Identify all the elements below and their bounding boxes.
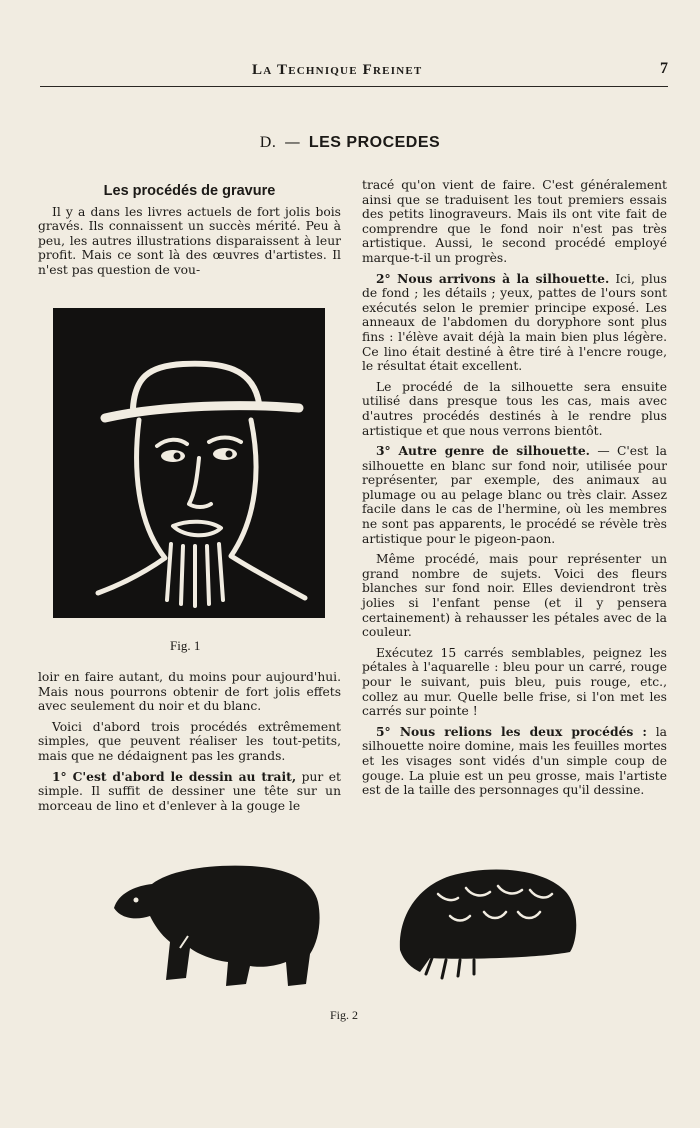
figure-1-linocut [53, 308, 325, 618]
paragraph [362, 444, 667, 546]
paragraph-rest: Ici, plus de fond ; les détails ; yeux, pattes de l'ours sont exécutés selon le premier principe exposé. Les anneaux de l'abdomen du doryphore sont plus fins : l'élève avait déjà la main bien plus légère. Ce lino était destiné à être tiré à l'encre rouge, le résultat était excellent. [362, 271, 667, 374]
section-dash: — [284, 132, 301, 151]
paragraph-rest: — C'est la silhouette en blanc sur fond noir, utilisée pour représenter, par exemple, des animaux au plumage ou au pelage blanc ou très clair. Assez facile dans le cas de l'hermine, où les membres ne sont pas apparents, le procédé se révèle très artistique pour le pigeon-paon. [362, 444, 667, 546]
beetle-silhouette [400, 869, 576, 978]
paragraph [38, 770, 341, 814]
paragraph-rest: pur et simple. Il suffit de dessiner une tête sur un morceau de lino et d'enlever à la gouge le [38, 769, 341, 813]
paragraph: loir en faire autant, du moins pour aujourd'hui. Mais nous pourrons obtenir de fort jolis effets avec seulement du noir et du blanc. [38, 670, 341, 714]
section-title [0, 132, 700, 152]
right-column [362, 178, 667, 804]
running-title: La Technique Freinet [252, 62, 423, 78]
paragraph: Même procédé, mais pour représenter un grand nombre de sujets. Voici des fleurs blanches sur fond noir. Elles deviendront très jolies si l'enfant pense (et il y pensera certainement) à rehausser les pétales avec de la couleur. [362, 552, 667, 640]
paragraph-lead: 3° Autre genre de silhouette. [376, 443, 590, 459]
paragraph: tracé qu'on vient de faire. C'est généralement ainsi que se traduisent les tout premiers essais des petits linograveurs. Mais ils ont vite fait de comprendre que le fond noir n'est pas très artistique. Aussi, le second procédé employé marque-t-il un progrès. [362, 178, 667, 265]
bear-and-beetle-illustration [100, 850, 600, 1000]
section-name: LES PROCEDES [308, 134, 441, 151]
paragraph: Exécutez 15 carrés semblables, peignez les pétales à l'aquarelle : bleu pour un carré, rouge pour le suivant, puis bleu, puis rouge, etc., collez au mur. Quelle belle frise, si l'on met les carrés sur pointe ! [362, 645, 667, 719]
paragraph-lead: 5° Nous relions les deux procédés : [376, 723, 647, 739]
running-head [40, 60, 668, 87]
paragraph: Voici d'abord trois procédés extrêmement simples, que peuvent réaliser les tout-petits, mais que ne dédaignent pas les grands. [38, 719, 341, 763]
paragraph [362, 272, 667, 374]
section-letter: D. [259, 134, 277, 151]
linocut-man-illustration [53, 308, 325, 618]
figure-2-caption: Fig. 2 [330, 1008, 359, 1022]
paragraph-rest: la silhouette noire domine, mais les feuilles mortes et les visages sont vidés d'un simple coup de gouge. La pluie est un peu grosse, mais l'artiste est de la taille des personnages qu'il dessine. [362, 724, 667, 798]
left-column-bottom [38, 670, 341, 819]
bear-silhouette [114, 866, 320, 986]
figure-1-caption: Fig. 1 [170, 638, 201, 653]
paragraph: Le procédé de la silhouette sera ensuite utilisé dans presque tous les cas, mais avec d'autres procédés destinés à le rendre plus artistique et que nous verrons bientôt. [362, 379, 667, 438]
paragraph-lead: 1° C'est d'abord le dessin au trait, [52, 768, 297, 784]
paragraph-lead: 2° Nous arrivons à la silhouette. [376, 270, 610, 286]
figure-2-silhouettes [100, 850, 600, 1000]
subhead-gravure: Les procédés de gravure [103, 183, 276, 199]
left-column-top [38, 184, 341, 284]
paragraph [362, 725, 667, 798]
paragraph: Il y a dans les livres actuels de fort jolis bois gravés. Ils connaissent un succès mérité. Peu à peu, les autres illustrations disparaissent à leur profit. Mais ce sont là des œuvres d'artistes. Il n'est pas question de vou- [38, 204, 341, 277]
page-number: 7 [660, 60, 668, 77]
